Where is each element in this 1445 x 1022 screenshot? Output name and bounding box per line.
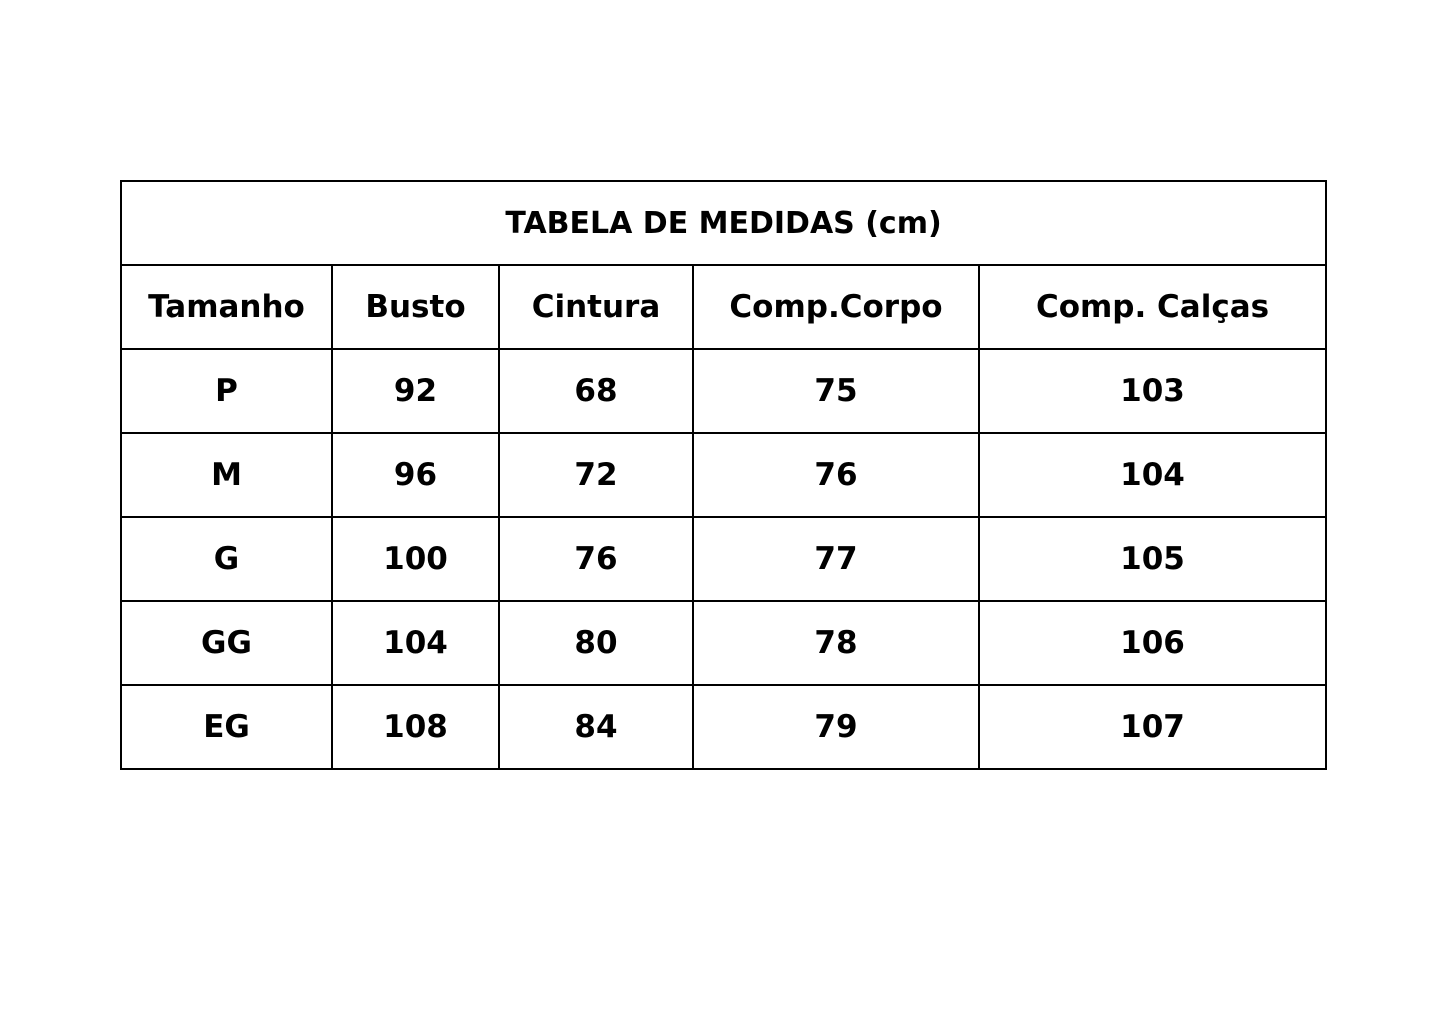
- table-cell: 72: [499, 433, 693, 517]
- table-row: [121, 685, 1326, 769]
- table-cell: 100: [332, 517, 499, 601]
- table-cell: 103: [979, 349, 1326, 433]
- table-cell: 79: [693, 685, 979, 769]
- table-cell: 106: [979, 601, 1326, 685]
- table-cell: 105: [979, 517, 1326, 601]
- column-header-cintura: Cintura: [499, 265, 693, 349]
- table-row: [121, 433, 1326, 517]
- table-cell-size: G: [121, 517, 332, 601]
- table-cell-size: GG: [121, 601, 332, 685]
- table-cell: 68: [499, 349, 693, 433]
- table-cell: 76: [693, 433, 979, 517]
- table-cell: 84: [499, 685, 693, 769]
- table-row: [121, 517, 1326, 601]
- table-cell: 107: [979, 685, 1326, 769]
- table-cell: 92: [332, 349, 499, 433]
- table-title: TABELA DE MEDIDAS (cm): [121, 181, 1326, 265]
- table-cell: 104: [979, 433, 1326, 517]
- size-chart-table: [120, 180, 1327, 770]
- table-cell: 78: [693, 601, 979, 685]
- column-header-tamanho: Tamanho: [121, 265, 332, 349]
- table-cell: 104: [332, 601, 499, 685]
- column-header-comp-corpo: Comp.Corpo: [693, 265, 979, 349]
- table-row: [121, 601, 1326, 685]
- table-title-row: [121, 181, 1326, 265]
- column-header-busto: Busto: [332, 265, 499, 349]
- table-cell-size: M: [121, 433, 332, 517]
- column-header-comp-calcas: Comp. Calças: [979, 265, 1326, 349]
- table-cell: 108: [332, 685, 499, 769]
- table-header-row: [121, 265, 1326, 349]
- table-cell: 77: [693, 517, 979, 601]
- table-cell: 75: [693, 349, 979, 433]
- table-cell: 96: [332, 433, 499, 517]
- table-cell: 76: [499, 517, 693, 601]
- table-cell-size: EG: [121, 685, 332, 769]
- table-cell-size: P: [121, 349, 332, 433]
- table-row: [121, 349, 1326, 433]
- table-cell: 80: [499, 601, 693, 685]
